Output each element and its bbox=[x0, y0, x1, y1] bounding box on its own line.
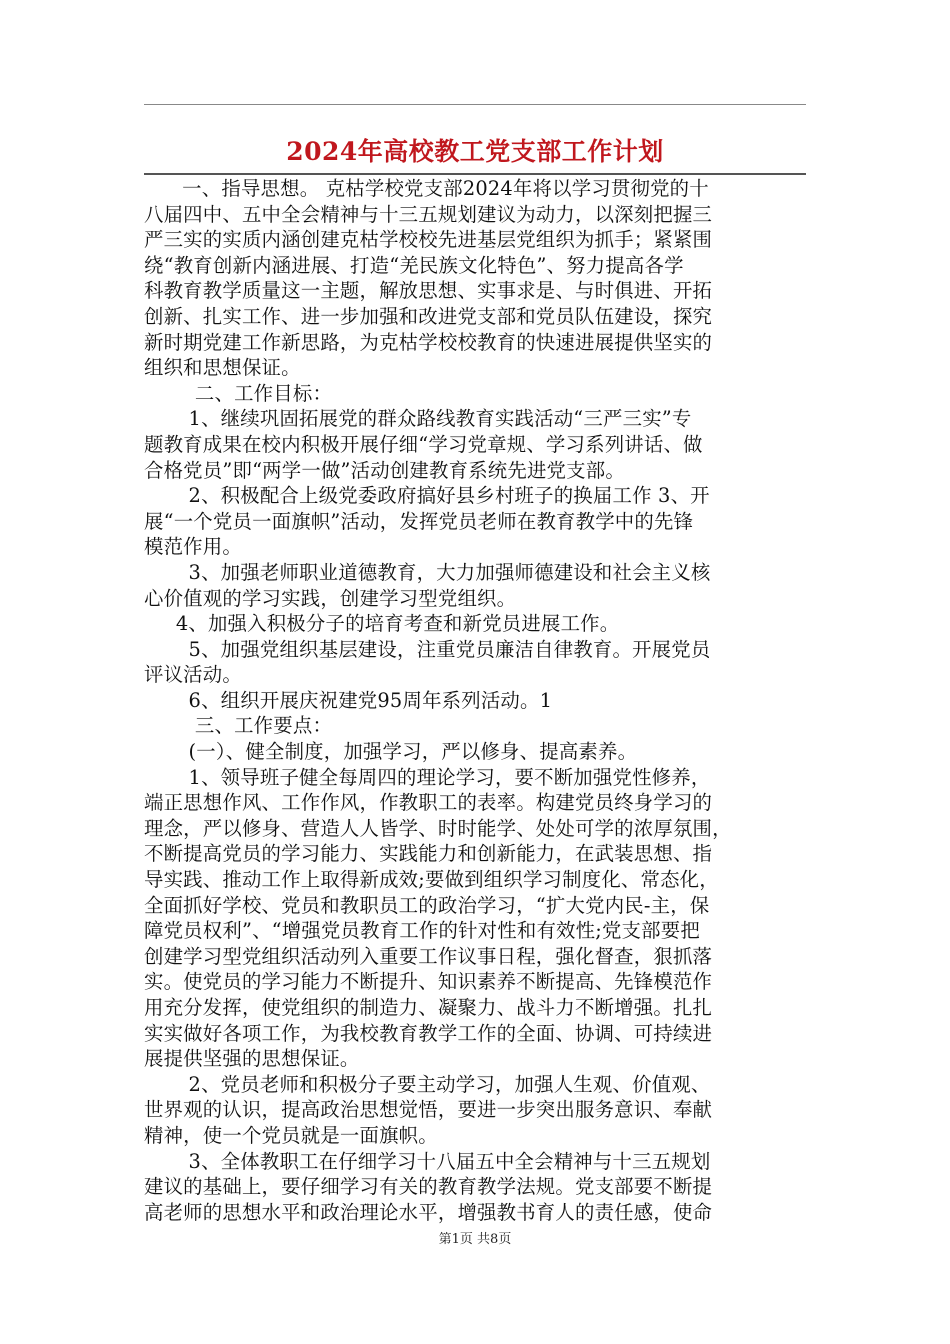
body-line: 全面抓好学校、党员和教职员工的政治学习，“扩大党内民-主，保 bbox=[144, 893, 710, 917]
document-body bbox=[144, 176, 808, 1225]
body-line: 严三实的实质内涵创建克枯学校校先进基层党组织为抓手；紧紧围 bbox=[144, 228, 713, 252]
body-line: 二、工作目标： bbox=[144, 381, 333, 405]
body-line: 三、工作要点： bbox=[144, 714, 333, 738]
body-line: 导实践、推动工作上取得新成效;要做到组织学习制度化、常态化， bbox=[144, 868, 719, 892]
body-line: 用充分发挥，使党组织的制造力、凝聚力、战斗力不断增强。扎扎 bbox=[144, 996, 713, 1019]
body-line: 6、组织开展庆祝建党95周年系列活动。1 bbox=[144, 688, 553, 712]
header-rule bbox=[144, 104, 806, 105]
body-line: 建议的基础上，要仔细学习有关的教育教学法规。党支部要不断提 bbox=[144, 1175, 713, 1199]
body-line: 实。使党员的学习能力不断提升、知识素养不断提高、先锋模范作 bbox=[144, 970, 713, 994]
body-line: 实实做好各项工作，为我校教育教学工作的全面、协调、可持续进 bbox=[144, 1021, 713, 1045]
body-line: 2、积极配合上级党委政府搞好县乡村班子的换届工作 3、开 bbox=[144, 484, 710, 508]
body-line: 创新、扎实工作、进一步加强和改进党支部和党员队伍建设，探究 bbox=[144, 304, 713, 328]
body-line: 评议活动。 bbox=[144, 663, 242, 687]
document-title: 2024年高校教工党支部工作计划 bbox=[286, 137, 664, 166]
body-line: 3、加强老师职业道德教育，大力加强师德建设和社会主义核 bbox=[144, 560, 711, 584]
body-line: 展提供坚强的思想保证。 bbox=[144, 1047, 360, 1071]
body-line: 题教育成果在校内积极开展仔细“学习党章规、学习系列讲话、做 bbox=[144, 432, 703, 456]
body-line: 理念，严以修身、营造人人皆学、时时能学、处处可学的浓厚氛围， bbox=[144, 816, 732, 840]
body-line: 精神，使一个党员就是一面旗帜。 bbox=[144, 1123, 438, 1147]
body-line: 组织和思想保证。 bbox=[144, 356, 301, 380]
body-line: 4、加强入积极分子的培育考查和新党员进展工作。 bbox=[144, 612, 620, 636]
body-line: 科教育教学质量这一主题，解放思想、实事求是、与时俱进、开拓 bbox=[144, 279, 713, 303]
body-line: 心价值观的学习实践，创建学习型党组织。 bbox=[144, 586, 517, 610]
body-line: 端正思想作风、工作作风，作教职工的表率。构建党员终身学习的 bbox=[144, 791, 713, 815]
body-line: 八届四中、五中全会精神与十三五规划建议为动力，以深刻把握三 bbox=[144, 202, 713, 226]
body-line: 绕“教育创新内涵进展、打造“羌民族文化特色”、努力提高各学 bbox=[144, 253, 684, 277]
body-line: 展“一个党员一面旗帜”活动，发挥党员老师在教育教学中的先锋 bbox=[144, 509, 694, 533]
body-line: (一）、健全制度，加强学习，严以修身、提高素养。 bbox=[144, 740, 638, 764]
body-line: 世界观的认识，提高政治思想觉悟，要进一步突出服务意识、奉献 bbox=[144, 1098, 713, 1122]
body-line: 合格党员”即“两学一做”活动创建教育系统先进党支部。 bbox=[144, 458, 625, 482]
body-line: 一、指导思想。 克枯学校党支部2024年将以学习贯彻党的十 bbox=[144, 177, 709, 200]
body-line: 障党员权利”、“增强党员教育工作的针对性和有效性;党支部要把 bbox=[144, 919, 700, 943]
body-line: 5、加强党组织基层建设，注重党员廉洁自律教育。开展党员 bbox=[144, 637, 711, 661]
body-line: 高老师的思想水平和政治理论水平，增强教书育人的责任感，使命 bbox=[144, 1200, 713, 1224]
body-line: 1、继续巩固拓展党的群众路线教育实践活动“三严三实”专 bbox=[144, 407, 692, 431]
body-line: 不断提高党员的学习能力、实践能力和创新能力，在武装思想、指 bbox=[144, 842, 713, 866]
title-underline bbox=[144, 173, 806, 175]
body-line: 1、领导班子健全每周四的理论学习，要不断加强党性修养， bbox=[144, 765, 711, 789]
body-line: 新时期党建工作新思路，为克枯学校校教育的快速进展提供坚实的 bbox=[144, 330, 713, 354]
body-line: 2、党员老师和积极分子要主动学习，加强人生观、价值观、 bbox=[144, 1072, 711, 1096]
body-line: 3、全体教职工在仔细学习十八届五中全会精神与十三五规划 bbox=[144, 1149, 711, 1173]
page-footer: 第1页 共8页 bbox=[438, 1232, 512, 1247]
body-line: 模范作用。 bbox=[144, 535, 242, 559]
body-line: 创建学习型党组织活动列入重要工作议事日程，强化督查，狠抓落 bbox=[144, 944, 713, 968]
